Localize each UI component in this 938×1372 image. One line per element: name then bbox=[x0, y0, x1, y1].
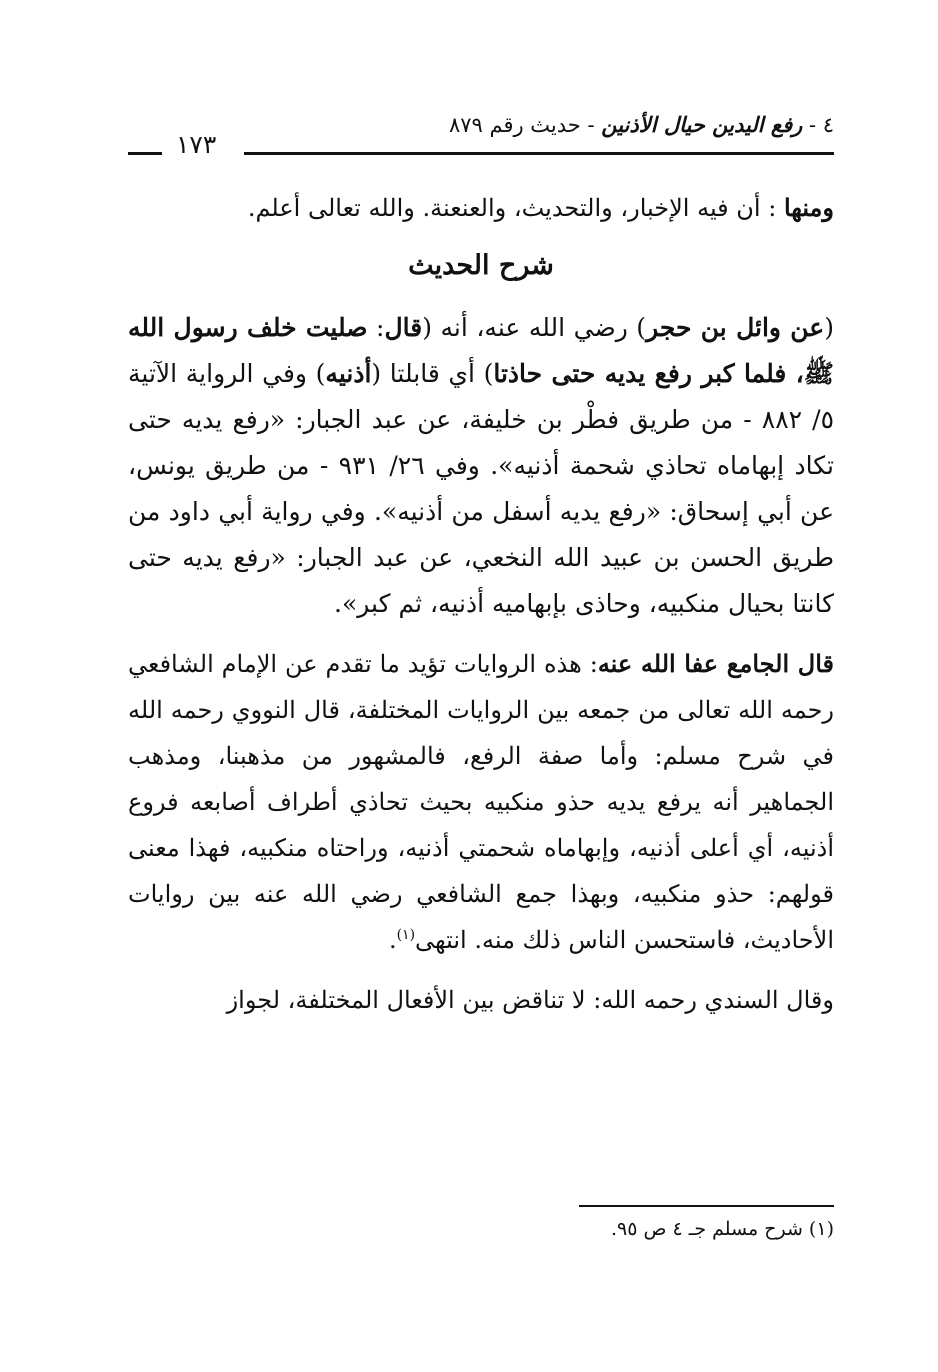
p2-lead: قال الجامع عفا الله عنه bbox=[597, 649, 834, 678]
p1-text-1: ) رضي الله عنه، أنه ( bbox=[422, 313, 647, 342]
p1-udhunayh: أذنيه bbox=[325, 359, 372, 388]
p1-text-2: : bbox=[367, 313, 385, 342]
chapter-label: ٤ - bbox=[802, 113, 834, 137]
page-body bbox=[128, 185, 834, 1023]
paragraph-1 bbox=[128, 305, 834, 627]
section-heading: شرح الحديث bbox=[408, 250, 554, 281]
p1-text-3: ) أي قابلتا ( bbox=[371, 359, 494, 388]
p1-text-4: ) وفي الرواية الآتية ٥/ ٨٨٢ - من طريق فطْر بن خليفة، عن عبد الجبار: «رفع يديه حتى تكاد إبهاماه تحاذي شحمة أذنيه». وفي ٢٦/ ٩٣١ - من طريق يونس، عن أبي إسحاق: «رفع يديه أسفل من أذنيه». وفي رواية أبي داود من طريق الحسن بن عبيد الله النخعي، عن عبد الجبار: «رفع يديه حتى كانتا بحيال منكبيه، وحاذى بإبهاميه أذنيه، ثم كبر». bbox=[128, 359, 835, 618]
p1-quote: صليت خلف رسول الله ﷺ، فلما كبر رفع يديه حتى حاذتا bbox=[128, 313, 834, 388]
header-rule bbox=[244, 152, 834, 155]
intro-line bbox=[128, 185, 834, 231]
footnote-rule bbox=[579, 1205, 834, 1207]
page-number-dash bbox=[128, 152, 162, 155]
footnote-ref[interactable]: (١) bbox=[396, 927, 416, 943]
running-header bbox=[128, 112, 834, 162]
header-title bbox=[449, 112, 834, 137]
footnote: (١) شرح مسلم جـ ٤ ص ٩٥. bbox=[610, 1218, 834, 1240]
page-number: ١٧٣ bbox=[176, 130, 217, 159]
p1-open-paren: ( bbox=[824, 313, 834, 342]
p2-text: : هذه الروايات تؤيد ما تقدم عن الإمام الشافعي رحمه الله تعالى من جمعه بين الروايات المختلفة، قال النووي رحمه الله في شرح مسلم: وأما صفة الرفع، فالمشهور من مذهبنا، ومذهب الجماهير أنه يرفع يديه حذو منكبيه بحيث تحاذي أطراف أصابعه فروع أذنيه، أي أعلى أذنيه، وإبهاماه شحمتي أذنيه، وراحتاه منكبيه، فهذا معنى قولهم: حذو منكبيه، وبهذا جمع الشافعي رضي الله عنه بين روايات الأحاديث، فاستحسن الناس ذلك منه. انتهى bbox=[128, 650, 834, 954]
p2-end: . bbox=[388, 926, 397, 954]
p1-narrator: عن وائل بن حجر bbox=[646, 313, 825, 342]
intro-lead: ومنها bbox=[783, 193, 834, 222]
paragraph-3: وقال السندي رحمه الله: لا تناقض بين الأفعال المختلفة، لجواز bbox=[226, 986, 834, 1014]
p1-qal: قال bbox=[384, 313, 423, 342]
intro-text: : أن فيه الإخبار، والتحديث، والعنعنة. والله تعالى أعلم. bbox=[247, 194, 777, 222]
paragraph-2 bbox=[128, 641, 834, 963]
hadith-number: - حديث رقم ٨٧٩ bbox=[448, 113, 602, 137]
chapter-title: رفع اليدين حيال الأذنين bbox=[601, 112, 803, 137]
